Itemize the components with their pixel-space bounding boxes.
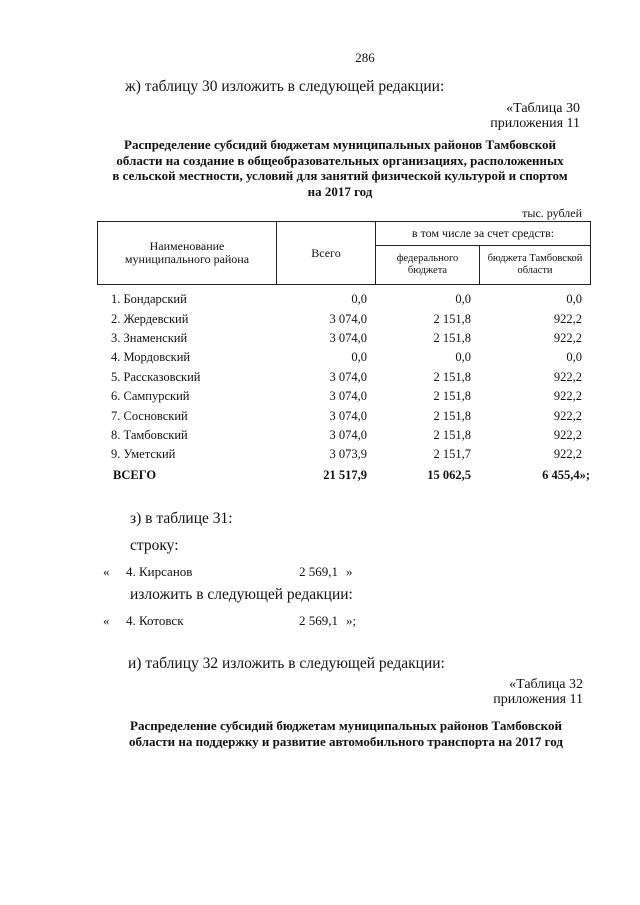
regional-value: 922,2 (553, 408, 582, 423)
district-name: 3. Знаменский (111, 330, 188, 345)
table30-title (100, 137, 580, 199)
quote-open: « (103, 613, 110, 628)
table32-title-line: Распределение субсидий бюджетам муниципальных районов Тамбовской (130, 718, 562, 733)
table30-header (97, 221, 591, 285)
table32-caption-line2: приложения 11 (493, 692, 583, 707)
federal-value: 2 151,8 (433, 330, 471, 345)
table-row (97, 290, 590, 309)
table30-title-line: в сельской местности, условий для занятий физической культурой и спортом (112, 168, 568, 183)
federal-value: 2 151,8 (433, 311, 471, 326)
table-row (97, 406, 590, 425)
table-row (97, 426, 590, 445)
federal-value: 2 151,8 (433, 369, 471, 384)
federal-value: 2 151,8 (433, 408, 471, 423)
district-name: 5. Рассказовский (111, 369, 201, 384)
quote-close: » (346, 564, 353, 579)
regional-value: 922,2 (553, 427, 582, 442)
regional-value: 6 455,4»; (542, 468, 590, 483)
regional-value: 922,2 (553, 369, 582, 384)
table-row (97, 348, 590, 367)
total-value: 3 074,0 (329, 389, 367, 404)
table30-title-line: области на создание в общеобразовательных организациях, расположенных (116, 152, 564, 168)
section-i-paragraph: и) таблицу 32 изложить в следующей редакции: (128, 655, 445, 672)
header-name-column: Наименование муниципального района (98, 222, 277, 285)
units-label: тыс. рублей (522, 206, 582, 220)
quote-open: « (103, 564, 110, 579)
header-regional-column: бюджета Тамбовской области (480, 246, 591, 285)
table32-title (96, 718, 596, 749)
federal-value: 2 151,7 (433, 447, 471, 462)
page-number: 286 (355, 50, 375, 65)
regional-value: 922,2 (553, 311, 582, 326)
total-value: 3 074,0 (329, 369, 367, 384)
federal-value: 0,0 (455, 292, 471, 307)
section-zh-paragraph: ж) таблицу 30 изложить в следующей редакции: (125, 78, 445, 95)
izlozhit-paragraph: изложить в следующей редакции: (130, 586, 353, 603)
federal-value: 2 151,8 (433, 389, 471, 404)
federal-value: 15 062,5 (427, 468, 471, 483)
district-name: 1. Бондарский (111, 292, 187, 307)
table32-caption-line1: «Таблица 32 (509, 677, 583, 692)
total-value: 3 074,0 (329, 330, 367, 345)
table-row (97, 329, 590, 348)
header-total-column: Всего (277, 222, 376, 285)
table30-caption (490, 101, 580, 131)
federal-value: 0,0 (455, 350, 471, 365)
quoted-district-name: 4. Кирсанов (126, 564, 193, 579)
total-value: 3 074,0 (329, 408, 367, 423)
federal-value: 2 151,8 (433, 427, 471, 442)
total-value: 0,0 (351, 350, 367, 365)
table-row (97, 445, 590, 464)
total-value: 3 073,9 (329, 447, 367, 462)
header-group: в том числе за счет средств: (376, 222, 591, 246)
total-label: ВСЕГО (113, 468, 157, 483)
header-federal-column: федерального бюджета (376, 246, 480, 285)
table-row (97, 387, 590, 406)
table30-body (97, 290, 590, 487)
table30-title-line: на 2017 год (307, 183, 373, 199)
quoted-value: 2 569,1 (299, 564, 338, 579)
stroku-paragraph: строку: (130, 537, 179, 554)
total-value: 21 517,9 (323, 468, 367, 483)
table-total-row (97, 465, 590, 487)
regional-value: 0,0 (566, 292, 582, 307)
district-name: 2. Жердевский (111, 311, 189, 326)
table30-caption-line1: «Таблица 30 (506, 101, 580, 116)
table30-title-line: Распределение субсидий бюджетам муниципальных районов Тамбовской (124, 137, 556, 152)
quoted-district-name: 4. Котовск (126, 613, 184, 628)
table-row (97, 368, 590, 387)
total-value: 0,0 (351, 292, 367, 307)
district-name: 6. Сампурский (111, 389, 190, 404)
total-value: 3 074,0 (329, 311, 367, 326)
district-name: 4. Мордовский (111, 350, 191, 365)
total-value: 3 074,0 (329, 427, 367, 442)
district-name: 7. Сосновский (111, 408, 188, 423)
district-name: 9. Уметский (111, 447, 176, 462)
table32-caption (493, 677, 583, 707)
section-z-paragraph: з) в таблице 31: (130, 510, 233, 527)
regional-value: 922,2 (553, 330, 582, 345)
quote-close: »; (346, 613, 357, 628)
table-row (97, 309, 590, 328)
regional-value: 0,0 (566, 350, 582, 365)
regional-value: 922,2 (553, 447, 582, 462)
table32-title-line: области на поддержку и развитие автомобильного транспорта на 2017 год (129, 733, 563, 749)
table30-caption-line2: приложения 11 (490, 116, 580, 131)
regional-value: 922,2 (553, 389, 582, 404)
district-name: 8. Тамбовский (111, 427, 188, 442)
quoted-value: 2 569,1 (299, 613, 338, 628)
